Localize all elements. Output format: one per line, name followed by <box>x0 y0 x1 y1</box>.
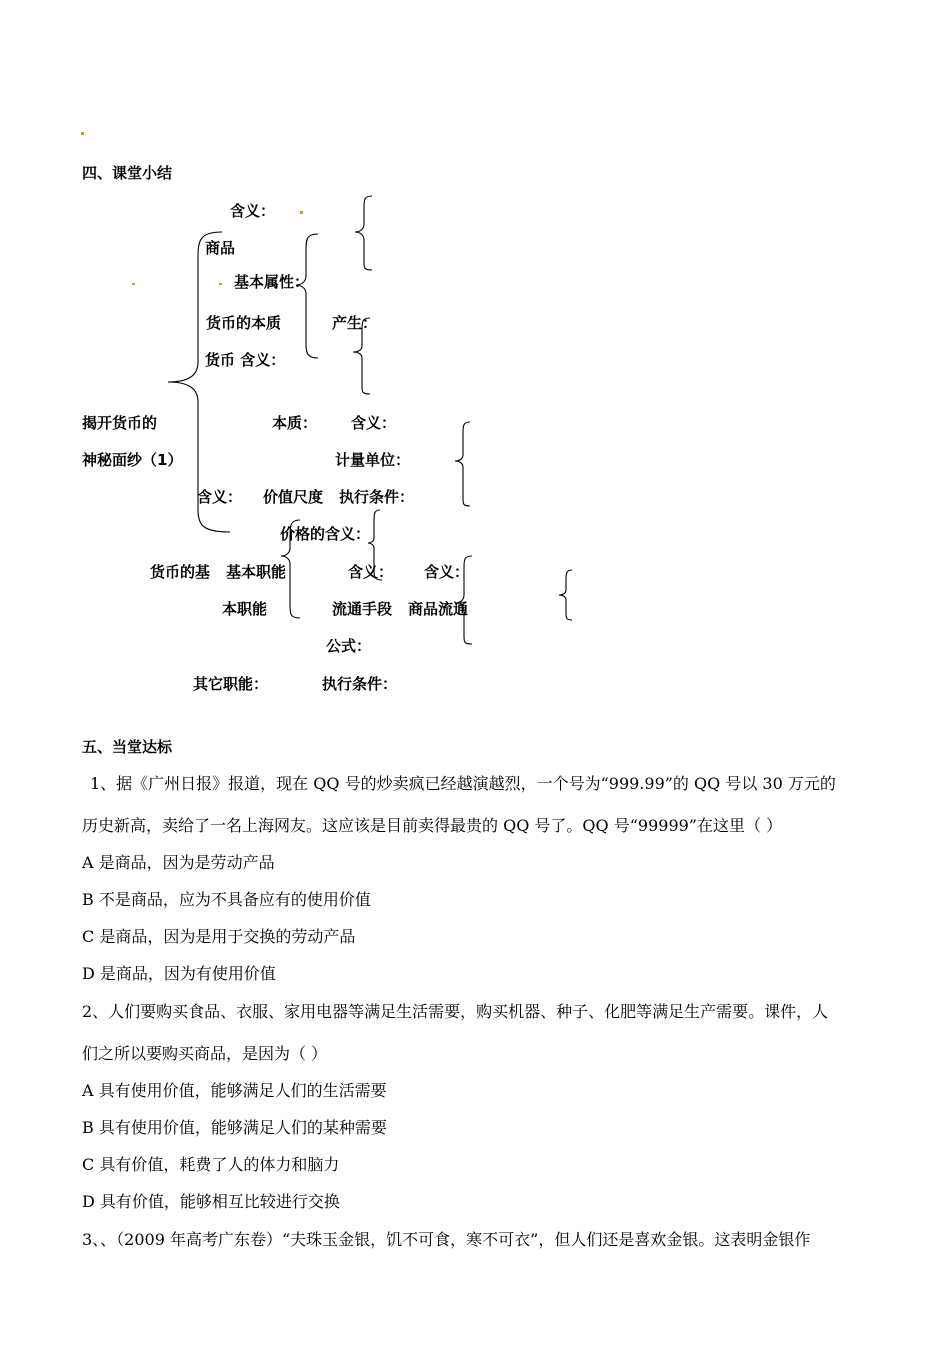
question-1-option-a: A 是商品，因为是劳动产品 <box>82 853 275 872</box>
question-1-option-c: C 是商品，因为是用于交换的劳动产品 <box>82 927 356 946</box>
decorative-mark <box>81 132 84 135</box>
decorative-mark <box>132 283 135 285</box>
diagram-label-exec-condition: 执行条件： <box>339 488 415 506</box>
diagram-label-value-measure: 价值尺度 <box>263 488 324 506</box>
question-1-text: 历史新高，卖给了一名上海网友。这应该是目前卖得最贵的 QQ 号了。QQ 号“99999”在这里（ ） <box>82 816 783 835</box>
brace-formula <box>559 570 572 620</box>
diagram-label-meaning: 含义： <box>348 563 394 581</box>
brace-value-measure <box>455 422 470 506</box>
diagram-label-origin: 产生： <box>332 314 378 332</box>
diagram-label-unit: 计量单位： <box>335 451 411 469</box>
diagram-root-title: 神秘面纱（1） <box>82 451 183 469</box>
section-heading-summary: 四、课堂小结 <box>82 164 173 182</box>
diagram-label-money-essence: 货币的本质 <box>206 314 282 332</box>
brace-meaning <box>355 196 372 270</box>
question-2-option-a: A 具有使用价值，能够满足人们的生活需要 <box>82 1081 387 1100</box>
diagram-label-meaning: 含义： <box>424 563 470 581</box>
question-2-option-d: D 具有价值，能够相互比较进行交换 <box>82 1192 340 1211</box>
diagram-label-commodity: 商品 <box>205 239 236 257</box>
diagram-label-meaning: 含义： <box>197 488 243 506</box>
question-2-option-b: B 具有使用价值，能够满足人们的某种需要 <box>82 1118 387 1137</box>
diagram-label-meaning: 含义： <box>351 414 397 432</box>
brace-commodity <box>296 234 318 358</box>
diagram-label-essence: 本质： <box>272 414 318 432</box>
question-3-text: 3、、（2009 年高考广东卷）“夫珠玉金银，饥不可食，寒不可衣”，但人们还是喜欢金银。这表明金银作 <box>82 1230 811 1249</box>
question-1-option-d: D 是商品，因为有使用价值 <box>82 964 276 983</box>
question-1-text: 1、据《广州日报》报道，现在 QQ 号的炒卖疯已经越演越烈，一个号为“999.99”的 QQ 号以 30 万元的 <box>90 774 836 793</box>
diagram-label-basic-function: 本职能 <box>222 600 268 618</box>
diagram-label-money-meaning: 货币 含义： <box>205 351 286 369</box>
decorative-mark <box>219 283 222 285</box>
question-2-option-c: C 具有价值，耗费了人的体力和脑力 <box>82 1155 340 1174</box>
diagram-label-commodity-circulation: 商品流通 <box>408 600 469 618</box>
question-1-option-b: B 不是商品，应为不具备应有的使用价值 <box>82 890 371 909</box>
question-2-text: 2、人们要购买食品、衣服、家用电器等满足生活需要，购买机器、种子、化肥等满足生产需要。课件，人 <box>82 1002 829 1021</box>
diagram-root-title: 揭开货币的 <box>82 414 158 432</box>
diagram-label-exec-condition: 执行条件： <box>322 675 398 693</box>
diagram-label-meaning: 含义： <box>230 202 276 220</box>
diagram-label-basic-function: 基本职能 <box>226 563 287 581</box>
diagram-label-basic-function: 货币的基 <box>150 563 211 581</box>
section-heading-exercises: 五、当堂达标 <box>82 738 173 756</box>
diagram-label-circulation: 流通手段 <box>332 600 393 618</box>
decorative-mark <box>300 211 303 214</box>
diagram-label-formula: 公式： <box>326 637 372 655</box>
diagram-label-basic-attribute: 基本属性： <box>234 273 310 291</box>
diagram-label-price-meaning: 价格的含义： <box>280 525 371 543</box>
diagram-label-other-functions: 其它职能： <box>193 675 269 693</box>
question-2-text: 们之所以要购买商品，是因为（ ） <box>82 1044 328 1063</box>
